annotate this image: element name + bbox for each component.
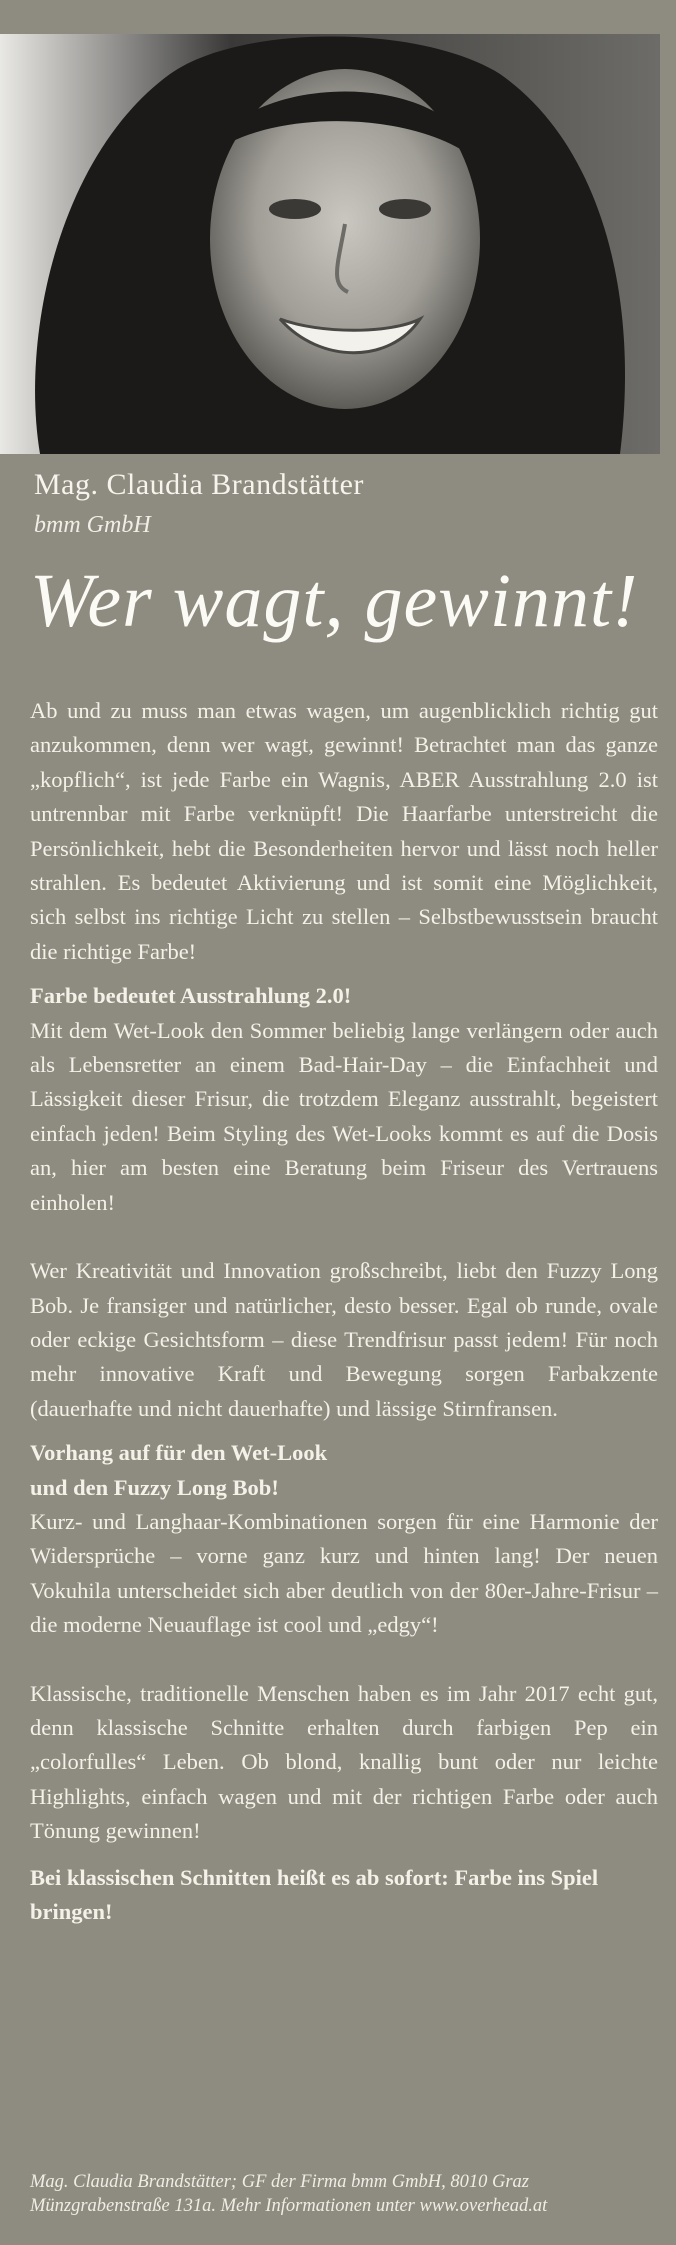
author-name: Mag. Claudia Brandstätter xyxy=(34,468,364,501)
portrait-image xyxy=(0,34,660,454)
portrait-photo xyxy=(0,34,660,454)
closing-statement: Bei klassischen Schnitten heißt es ab sofort: Farbe ins Spiel bringen! xyxy=(30,1864,599,1924)
article-body xyxy=(30,694,658,1929)
page-title: Wer wagt, gewinnt! xyxy=(30,559,639,643)
section2-heading-line2: und den Fuzzy Long Bob! xyxy=(30,1474,279,1500)
section1-paragraph-2: Wer Kreativität und Innovation großschreibt, liebt den Fuzzy Long Bob. Je fransiger und natürlicher, desto besser. Egal ob runde, ovale oder eckige Gesichtsform – diese Trendfrisur passt jedem! Für noch mehr innovative Kraft und Bewegung sorgen Farbakzente (dauerhafte und nicht dauerhafte) und lässige Stirnfransen. xyxy=(30,1258,658,1421)
section2-paragraph-1: Kurz- und Langhaar-Kombinationen sorgen für eine Harmonie der Widersprüche – vorne ganz kurz und hinten lang! Der neuen Vokuhila unterscheidet sich aber deutlich von der 80er-Jahre-Frisur – die moderne Neuauflage ist cool und „edgy“! xyxy=(30,1508,658,1638)
section2-paragraph-2: Klassische, traditionelle Menschen haben es im Jahr 2017 echt gut, denn klassische Schnitte erhalten durch farbigen Pep ein „colorfulles“ Leben. Ob blond, knallig bunt oder nur leichte Highlights, einfach wagen und mit der richtigen Farbe oder auch Tönung gewinnen! xyxy=(30,1680,658,1844)
intro-paragraph: Ab und zu muss man etwas wagen, um augenblicklich richtig gut anzukommen, denn wer wagt, gewinnt! Betrachtet man das ganze „kopflich“, ist jede Farbe ein Wagnis, ABER Ausstrahlung 2.0 ist untrennbar mit Farbe verknüpft! Die Haarfarbe unterstreicht die Persönlichkeit, hebt die Besonderheiten hervor und lässt noch heller strahlen. Es bedeutet Aktivierung und ist somit eine Möglichkeit, sich selbst ins richtige Licht zu stellen – Selbstbewusstsein braucht die richtige Farbe! xyxy=(30,698,658,964)
author-company: bmm GmbH xyxy=(34,512,151,538)
section1-heading: Farbe bedeutet Ausstrahlung 2.0! xyxy=(30,983,352,1009)
section2-heading-line1: Vorhang auf für den Wet-Look xyxy=(30,1440,328,1466)
footer-line-1: Mag. Claudia Brandstätter; GF der Firma bmm GmbH, 8010 Graz xyxy=(30,2172,529,2192)
footer-line-2: Münzgrabenstraße 131a. Mehr Informationen unter www.overhead.at xyxy=(30,2196,548,2216)
footer-credits xyxy=(30,2170,658,2218)
section1-paragraph-1: Mit dem Wet-Look den Sommer beliebig lange verlängern oder auch als Lebensretter an einem Bad-Hair-Day – die Einfachheit und Lässigkeit dieser Frisur, die trotzdem Eleganz ausstrahlt, begeistert einfach jeden! Beim Styling des Wet-Looks kommt es auf die Dosis an, hier am besten eine Beratung beim Friseur des Vertrauens einholen! xyxy=(30,1017,658,1215)
